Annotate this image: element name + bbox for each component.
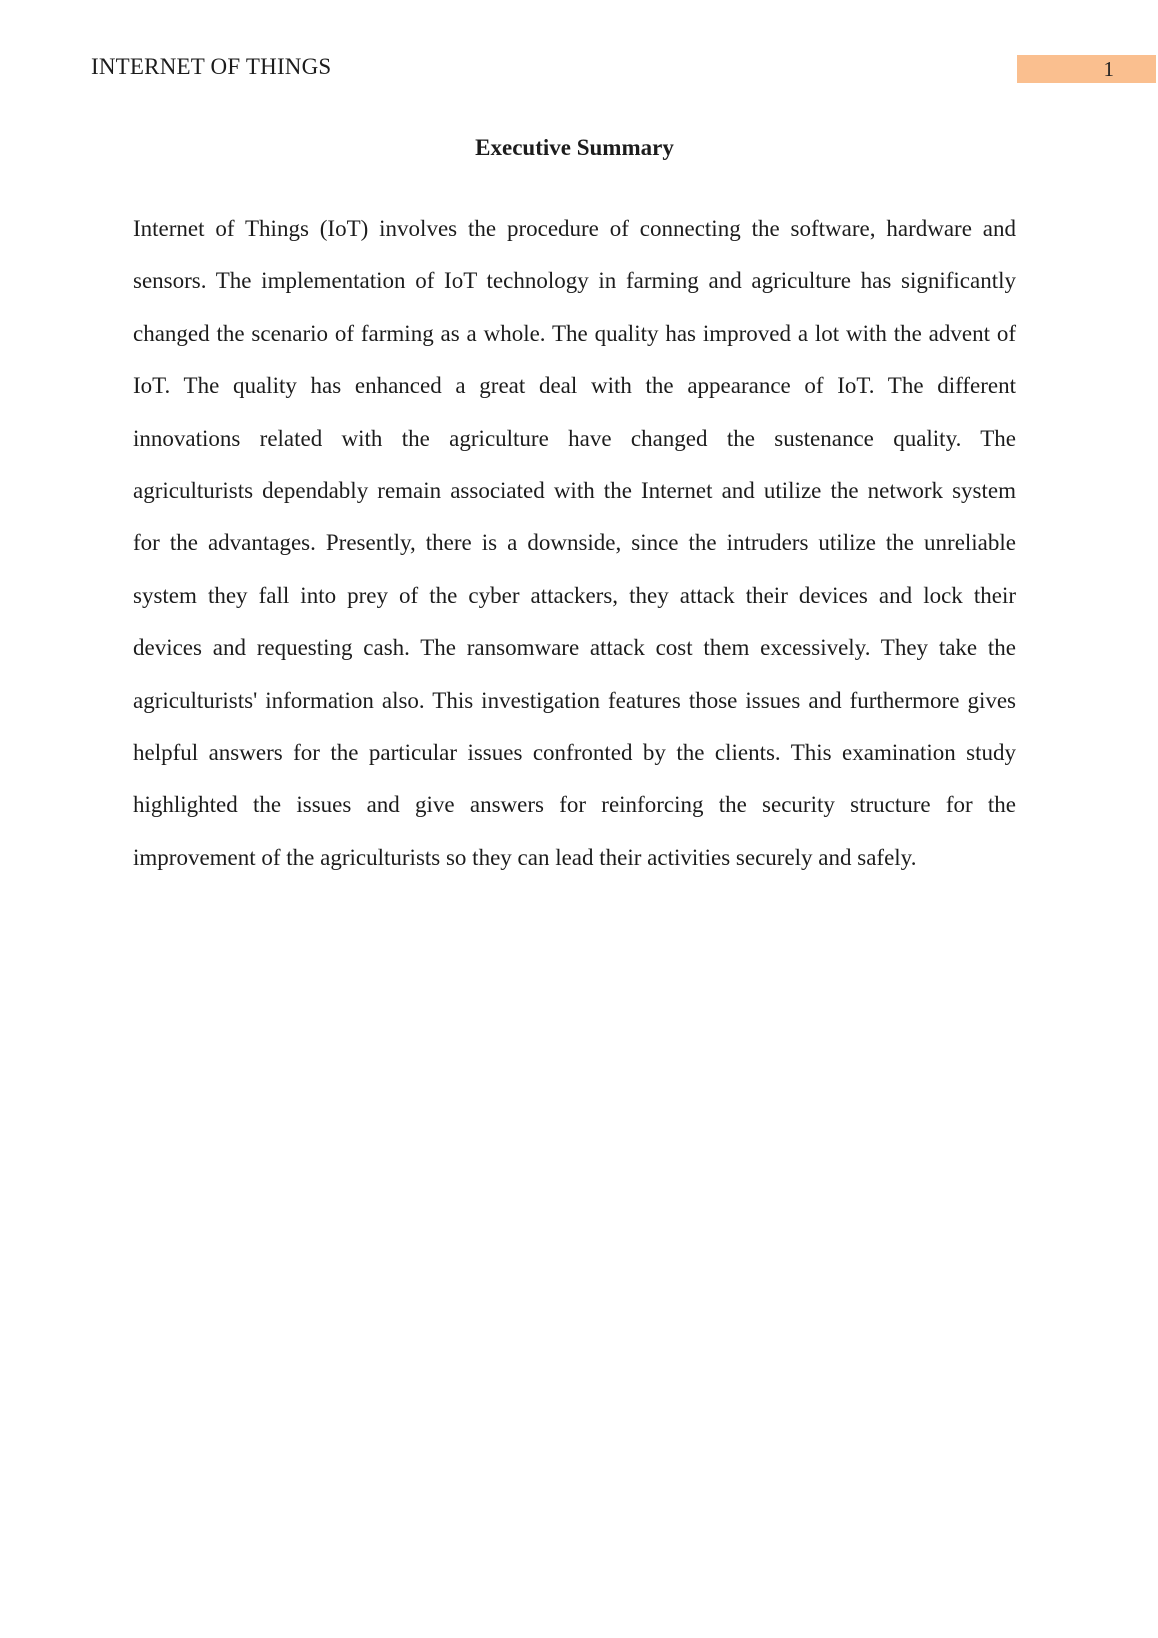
paragraph-line: devices and requesting cash. The ransomware attack cost them excessively. They take the [133,635,1016,661]
paragraph-line: highlighted the issues and give answers for reinforcing the security structure for the [133,792,1016,818]
body-paragraph [133,203,1016,884]
page-number: 1 [1103,56,1114,81]
paragraph-line: changed the scenario of farming as a whole. The quality has improved a lot with the advent of [133,320,1016,346]
running-header-title: INTERNET OF THINGS [91,54,332,79]
paragraph-line: innovations related with the agriculture have changed the sustenance quality. The [133,425,1016,451]
paragraph-line: system they fall into prey of the cyber attackers, they attack their devices and lock their [133,582,1016,608]
paragraph-line: agriculturists dependably remain associated with the Internet and utilize the network system [133,478,1016,504]
paragraph-line: agriculturists' information also. This investigation features those issues and furthermore gives [133,687,1016,713]
paragraph-line: helpful answers for the particular issues confronted by the clients. This examination study [133,740,1016,766]
section-title: Executive Summary [475,135,674,160]
paragraph-line: IoT. The quality has enhanced a great deal with the appearance of IoT. The different [133,373,1016,399]
paragraph-line: improvement of the agriculturists so they can lead their activities securely and safely. [133,844,917,870]
paragraph-line: Internet of Things (IoT) involves the procedure of connecting the software, hardware and [133,216,1016,241]
page-number-highlight [1017,55,1156,83]
paragraph-line: sensors. The implementation of IoT technology in farming and agriculture has significantly [133,268,1016,294]
paragraph-line: for the advantages. Presently, there is a downside, since the intruders utilize the unreliable [133,530,1016,556]
